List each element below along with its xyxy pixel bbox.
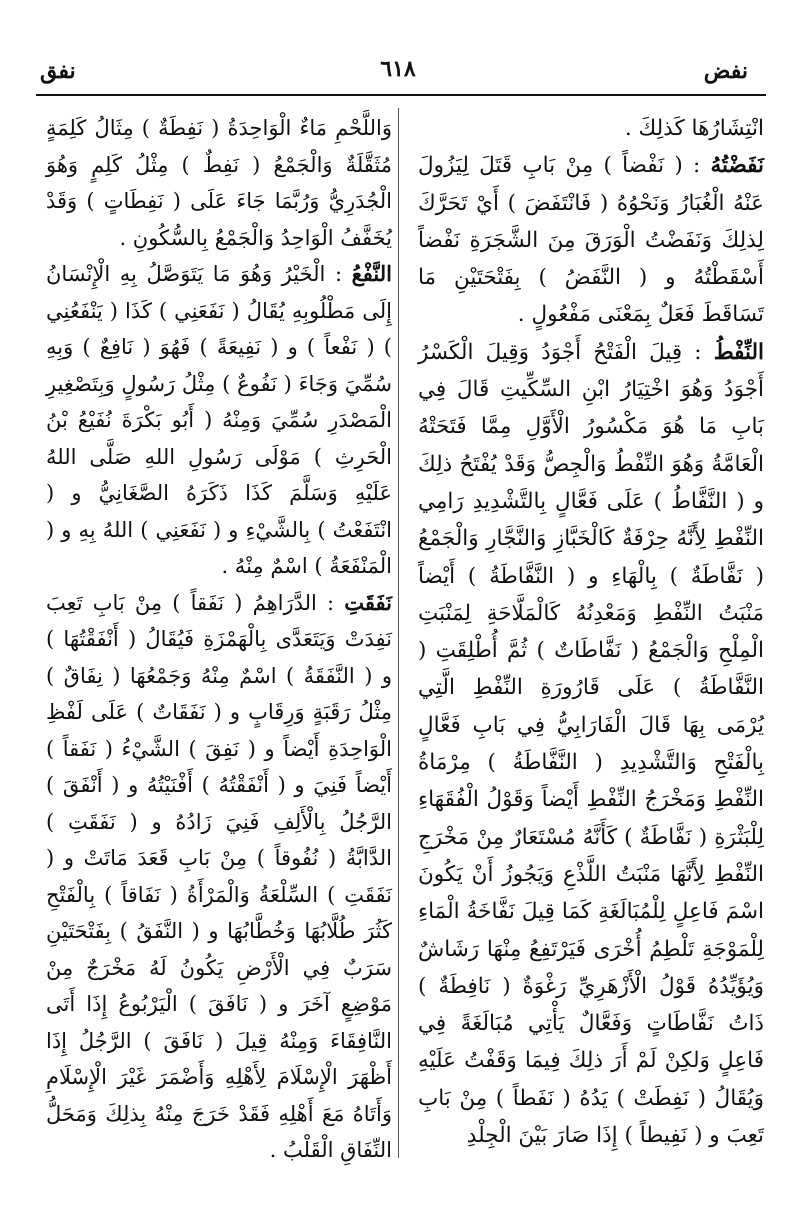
left-column [46, 110, 392, 1190]
entry-text: : الدَّرَاهِمُ ( نَفَقاً ) مِنْ بَابِ تَعِبَ نَفِدَتْ وَيَتَعَدَّى بِالْهَمْزَةِ فَيُقَالُ ( أَنْفَقْتُهَا ) و ( النَّفَقَةُ ) اسْمٌ مِنْهُ وَجَمْعُهَا ( نِفَاقٌ ) مِثْلُ رَقَبَةٍ وَرِقَابٍ و ( نَفَقَاتٌ ) عَلَى لَفْظِ الْوَاحِدَةِ أَيْضاً و ( نَفِقَ ) الشَّيْءُ ( نَفَقاً ) أَيْضاً فَنِيَ و ( أَنْفَقْتُهُ ) أَفْنَيْتُهُ و ( أَنْفَقَ ) الرَّجُلُ بِالْأَلِفِ فَنِيَ زَادُهُ و ( نَفَقَتِ ) الدَّابَّةُ ( نُفُوقاً ) مِنْ بَابِ قَعَدَ مَاتَتْ و ( نَفَقَتِ ) السِّلْعَةُ وَالْمَرْأَةُ ( نَفَاقاً ) بِالْفَتْحِ كَثُرَ طُلَّابُهَا وَخُطَّابُهَا و ( النَّفَقُ ) بِفَتْحَتَيْنِ سَرَبٌ فِي الْأَرْضِ يَكُونُ لَهُ مَخْرَجٌ مِنْ مَوْضِعٍ آخَرَ و ( نَافَقَ ) الْيَرْبُوعُ إِذَا أَتَى النَّافِقَاءَ وَمِنْهُ قِيلَ ( نَافَقَ ) الرَّجُلُ إِذَا أَظْهَرَ الْإِسْلَامَ لِأَهْلِهِ وَأَضْمَرَ غَيْرَ الْإِسْلَامِ وَأَتَاهُ مَعَ أَهْلِهِ فَقَدْ خَرَجَ مِنْهُ بِذلِكَ وَمَحَلُّ النِّفَاقِ الْقَلْبُ . [46, 590, 392, 1162]
entry-continuation [418, 110, 764, 147]
entry-headword: نَفَقَتِ [344, 589, 392, 615]
page-number: ٦١٨ [380, 56, 416, 82]
entry-headword: النِّفْطُ [713, 339, 764, 365]
entry-headword: نَفَضْتُهُ [710, 153, 764, 179]
entry-text: : الْخَيْرُ وَهُوَ مَا يَتَوَصَّلُ بِهِ الْإِنْسَانُ إِلَى مَطْلُوبِهِ يُقَالُ ( نَفَعَنِي ) كَذَا ( يَنْفَعُنِي ) ( نَفْعاً ) و ( نَفِيعَةً ) فَهُوَ ( نَافِعٌ ) وَبِهِ سُمِّيَ وَجَاءَ ( نَفُوعٌ ) مِثْلُ رَسُولٍ وَبِتَصْغِيرِ الْمَصْدَرِ سُمِّيَ وَمِنْهُ ( أَبُو بَكْرَةَ نُفَيْعُ بْنُ الْحَرِثِ ) مَوْلَى رَسُولِ اللهِ صَلَّى اللهُ عَلَيْهِ وَسَلَّمَ كَذَا ذَكَرَهُ الصَّغَانِيُّ و ( انْتَفَعْتُ ) بِالشَّيْءِ و ( نَفَعَنِي ) اللهُ بِهِ و ( الْمَنْفَعَةُ ) اسْمٌ مِنْهُ . [46, 262, 392, 578]
column-divider [398, 108, 399, 1158]
entry-text: : قِيلَ الْفَتْحُ أَجْوَدُ وَقِيلَ الْكَسْرُ أَجْوَدُ وَهُوَ اخْتِيَارُ ابْنِ السِّكِّيتِ قَالَ فِي بَابِ مَا هُوَ مَكْسُورُ الْأَوَّلِ مِمَّا فَتَحَتْهُ الْعَامَّةُ وَهُوَ النِّفْطُ وَالْجِصُّ وَقَدْ يُفْتَحُ ذلِكَ و ( النَّفَّاطُ ) عَلَى فَعَّالٍ بِالتَّشْدِيدِ رَامِي النِّفْطِ لِأَنَّهُ حِرْفَةٌ كَالْخَبَّازِ وَالنَّجَّارِ وَالْجَمْعُ ( نَفَّاطَةٌ ) بِالْهَاءِ و ( النَّفَّاطَةُ ) أَيْضاً مَنْبَتُ النِّفْطِ وَمَعْدِنُهُ كَالْمَلَّاحَةِ لِمَنْبَتِ الْمِلْحِ وَالْجَمْعُ ( نَفَّاطَاتٌ ) ثُمَّ أُطْلِقَتِ ( النَّفَّاطَةُ ) عَلَى قَارُورَةِ النِّفْطِ الَّتِي يُرْمَى بِهَا قَالَ الْفَارَابِيُّ فِي بَابِ فَعَّالٍ بِالْفَتْحِ وَالتَّشْدِيدِ ( النَّفَّاطَةُ ) مِرْمَاةُ النِّفْطِ وَمَخْرَجُ النِّفْطِ أَيْضاً وَقَوْلُ الْفُقَهَاءِ لِلْبَثْرَةِ ( نَفَّاطَةٌ ) كَأَنَّهُ مُسْتَعَارٌ مِنْ مَخْرَجِ النِّفْطِ لِأَنَّهَا مَنْبَتُ اللَّذْعِ وَيَجُوزُ أَنْ يَكُونَ اسْمَ فَاعِلٍ لِلْمُبَالَغَةِ كَمَا قِيلَ نَفَّاخَةُ الْمَاءِ لِلْمَوْجَةِ تَلْطِمُ أُخْرَى فَيَرْتَفِعُ مِنْهَا رَشَاشٌ وَيُؤَيِّدُهُ قَوْلُ الْأَزْهَرِيِّ رَغْوَةٌ ( نَافِطَةٌ ) ذَاتُ نَفَّاطَاتٍ وَفَعَّالٌ يَأْتِي مُبَالَغَةً فِي فَاعِلٍ وَلكِنْ لَمْ أَرَ ذلِكَ فِيمَا وَقَفْتُ عَلَيْهِ وَيُقَالُ ( نَفِطَتْ ) يَدُهُ ( نَفَطاً ) مِنْ بَابِ تَعِبَ و ( نَفِيطاً ) إِذَا صَارَ بَيْنَ الْجِلْدِ [418, 339, 764, 1149]
entry-an-naft [418, 334, 764, 1155]
entry-headword: النَّفْعُ [351, 261, 392, 286]
header-right-word: نفض [703, 58, 748, 84]
entry-nafadtuhu [418, 147, 764, 333]
header-rule [36, 94, 766, 96]
right-column [418, 110, 764, 1190]
entry-continuation [46, 110, 392, 256]
entry-text: : ( نَفْضاً ) مِنْ بَابِ قَتَلَ لِيَزُولَ عَنْهُ الْغُبَارُ وَنَحْوُهُ ( فَانْتَفَضَ ) أَيْ تَحَرَّكَ لِذلِكَ وَنَفَضْتُ الْوَرَقَ مِنَ الشَّجَرَةِ نَفْضاً أَسْقَطْتُهُ و ( النَّفَضُ ) بِفَتْحَتَيْنِ مَا تَسَاقَطَ فَعَلٌ بِمَعْنَى مَفْعُولٍ . [418, 153, 764, 328]
entry-text: انْتِشَارُهَا كَذلِكَ . [624, 116, 764, 141]
page-header [0, 0, 796, 96]
entry-text: وَاللَّحْمِ مَاءٌ الْوَاحِدَةُ ( نَفِطَةٌ ) مِثَالُ كَلِمَةٍ مُثَقَّلَةٌ وَالْجَمْعُ ( نَفِطٌ ) مِثْلُ كَلِمٍ وَهُوَ الْجُدَرِيُّ وَرُبَّمَا جَاءَ عَلَى ( نَفِطَاتٍ ) وَقَدْ يُخَفَّفُ الْوَاحِدُ وَالْجَمْعُ بِالسُّكُونِ . [46, 116, 392, 250]
entry-an-naf [46, 256, 392, 585]
header-left-word: نفق [40, 58, 76, 84]
entry-nafaqat [46, 585, 392, 1169]
